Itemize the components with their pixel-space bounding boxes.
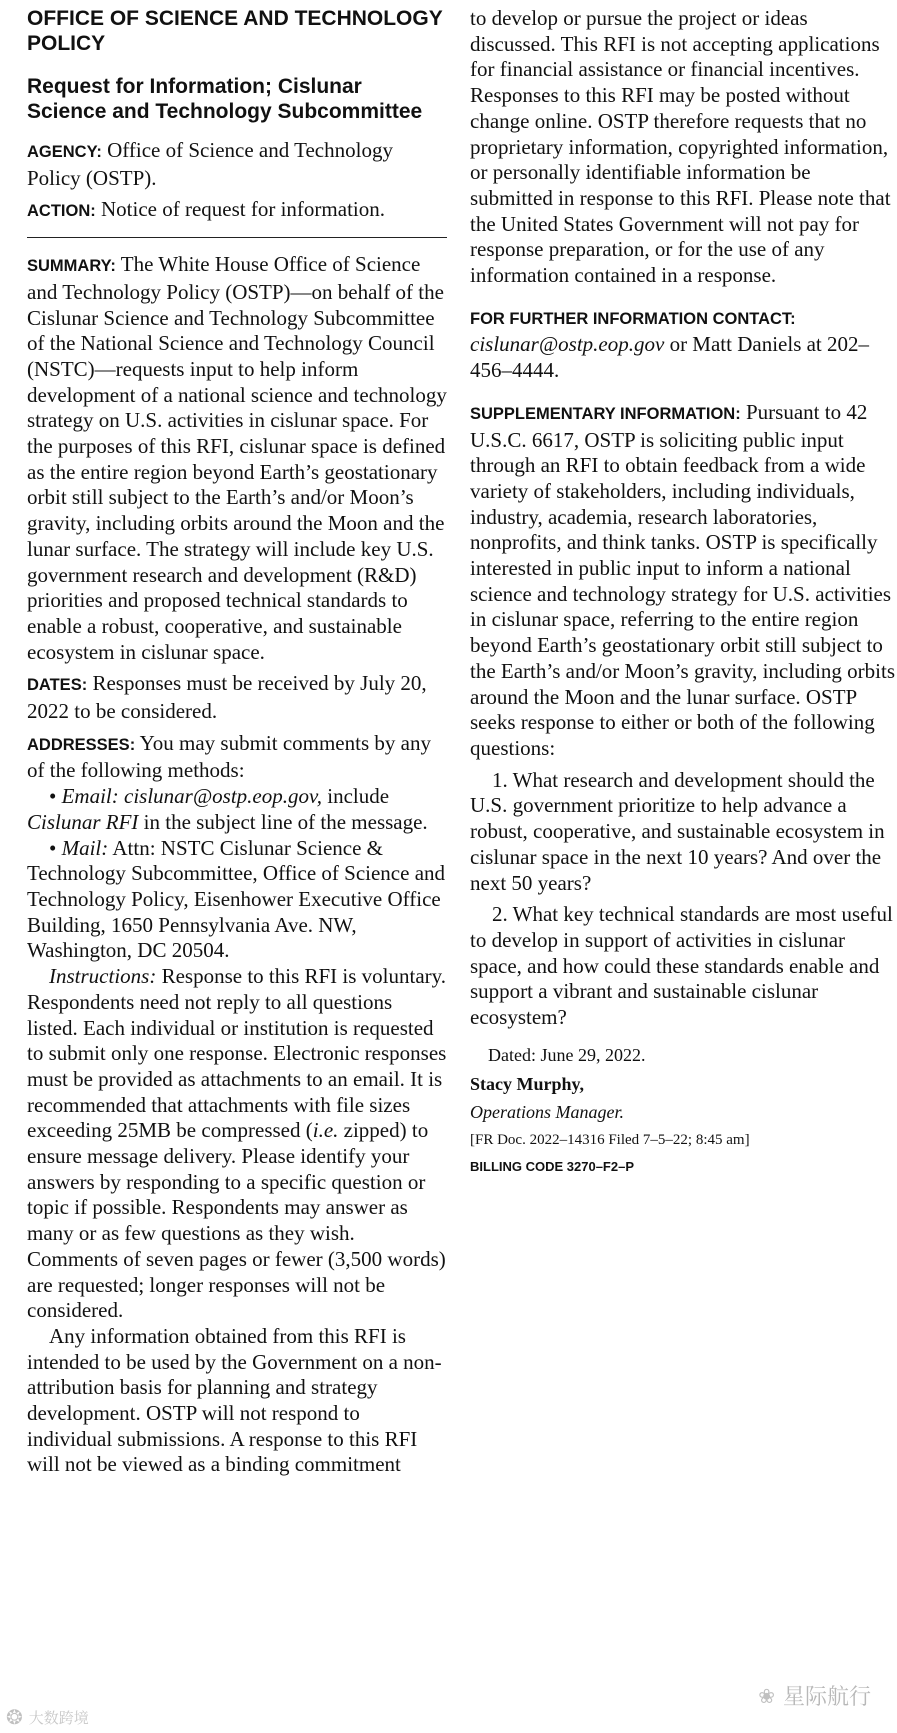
email-bullet: •: [49, 784, 57, 809]
dated-line: Dated: June 29, 2022.: [488, 1044, 646, 1065]
summary-text: The White House Office of Science and Technology Policy (OSTP)—on behalf of the Cislunar Science and Technology Subcommittee of the National Science and Technology Council (NSTC)—requests input to help inform development of a national science and technology strategy on U.S. activities in cislunar space. For the purposes of this RFI, cislunar space is defined as the entire region beyond Earth’s geostationary orbit still subject to the Earth’s and/or Moon’s gravity, including orbits around the Moon and the lunar surface. The strategy will include key U.S. government research and development (R&D) priorities and proposed technical standards to enable a robust, cooperative, and sustainable ecosystem in cislunar space.: [27, 252, 447, 664]
mail-text: Attn: NSTC Cislunar Science & Technology Subcommittee, Office of Science and Technology Policy, Eisenhower Executive Office Building, 1650 Pennsylvania Ave. NW, Washington, DC 20504.: [27, 835, 446, 963]
continuation-paragraph: to develop or pursue the project or ideas discussed. This RFI is not accepting applications for financial assistance or financial incentives. Responses to this RFI may be posted without change online. OSTP therefore requests that no proprietary information, copyrighted information, or personally identifiable information be submitted in response to this RFI. Please note that the United States Government will not pay for response preparation, or for the use of any information contained in a response.: [470, 6, 891, 288]
action-text: Notice of request for information.: [101, 197, 385, 222]
watermark-left-text: 大数跨境: [28, 1708, 89, 1727]
question-1: 1. What research and development should the U.S. government prioritize to help advance a robust, cooperative, and sustainable ecosystem in cislunar space in the next 10 years? And over the next 50 years?: [470, 767, 885, 895]
instructions-text-start: Response to this RFI is voluntary. Respondents need not reply to all questions listed. Each individual or institution is requested to submit only one response. Electronic responses must be provided as attachments to an email. It is recommended that attachments with file sizes exceeding 25MB be compressed (: [27, 964, 447, 1143]
mail-method: [27, 836, 447, 965]
signer-title: Operations Manager.: [470, 1101, 624, 1122]
signer-name: Stacy Murphy,: [470, 1073, 585, 1094]
addresses-text: You may submit comments by any of the following methods:: [27, 730, 431, 783]
dates-field: [27, 671, 447, 724]
summary-field: [27, 252, 447, 665]
dates-text: Responses must be received by July 20, 2022 to be considered.: [27, 671, 427, 724]
left-column: [27, 6, 447, 1478]
instructions-text-end: zipped) to ensure message delivery. Please identify your answers by responding to a specific question or topic if possible. Respondents may answer as many or as few questions as they wish. Comments of seven pages or fewer (3,500 words) are requested; longer responses will not be considered.: [27, 1118, 446, 1323]
info-paragraph: Any information obtained from this RFI is intended to be used by the Government on a non-attribution basis for planning and strategy development. OSTP will not respond to individual submissions. A response to this RFI will not be viewed as a binding commitment: [27, 1323, 442, 1477]
action-label: ACTION:: [27, 202, 96, 221]
instructions-label: Instructions:: [49, 964, 157, 989]
fr-doc-line: [FR Doc. 2022–14316 Filed 7–5–22; 8:45 am]: [470, 1131, 750, 1148]
contact-field: [470, 305, 895, 384]
watermark-logo-icon: ❂: [6, 1705, 23, 1729]
action-field: [27, 197, 447, 225]
supplementary-label: SUPPLEMENTARY INFORMATION:: [470, 404, 741, 423]
addresses-field: [27, 731, 447, 784]
section-divider: [27, 237, 447, 238]
watermark-left: [6, 1705, 89, 1729]
email-subject: Cislunar RFI: [27, 809, 139, 834]
mail-label: Mail:: [61, 835, 109, 860]
watermark-right-text: 星际航行: [782, 1685, 871, 1710]
contact-text: or Matt Daniels at 202–456–4444.: [470, 332, 870, 383]
email-method: [27, 784, 447, 835]
watermark-right: [758, 1680, 871, 1711]
billing-code: BILLING CODE 3270–F2–P: [470, 1158, 634, 1174]
email-label: Email: cislunar@ostp.eop.gov,: [61, 784, 323, 809]
right-column: [470, 6, 895, 1177]
contact-label: FOR FURTHER INFORMATION CONTACT:: [470, 309, 796, 328]
supplementary-field: [470, 400, 895, 762]
document-title: Request for Information; Cislunar Science and Technology Subcommittee: [27, 75, 423, 123]
supplementary-text: Pursuant to 42 U.S.C. 6617, OSTP is soliciting public input through an RFI to obtain feedback from a wide variety of stakeholders, including individuals, industry, academia, research laboratories, nonprofits, and think tanks. OSTP is specifically interested in public input to inform a national science and technology strategy for U.S. activities in cislunar space, referring to the entire region beyond Earth’s geostationary orbit still subject to the Earth’s and/or Moon’s gravity, including orbits around the Moon and the lunar surface. OSTP seeks response to either or both of the following questions:: [470, 399, 895, 760]
instructions-paragraph: [27, 964, 447, 1324]
question-2: 2. What key technical standards are most useful to develop in support of activities in cislunar space, and how could these standards enable and support a vibrant and sustainable cislunar ecosystem?: [470, 902, 893, 1030]
contact-email: cislunar@ostp.eop.gov: [470, 332, 665, 357]
summary-label: SUMMARY:: [27, 257, 116, 276]
email-text-end: in the subject line of the message.: [143, 809, 428, 834]
mail-bullet: •: [49, 835, 57, 860]
agency-field: [27, 138, 447, 191]
agency-text: Office of Science and Technology Policy (OSTP).: [27, 138, 393, 190]
email-text-start: include: [327, 784, 390, 809]
wechat-icon: ❀: [758, 1683, 775, 1708]
agency-label: AGENCY:: [27, 143, 102, 161]
dates-label: DATES:: [27, 676, 88, 695]
agency-heading: OFFICE OF SCIENCE AND TECHNOLOGY POLICY: [27, 7, 443, 55]
instructions-ie: i.e.: [312, 1118, 339, 1143]
addresses-label: ADDRESSES:: [27, 735, 136, 754]
